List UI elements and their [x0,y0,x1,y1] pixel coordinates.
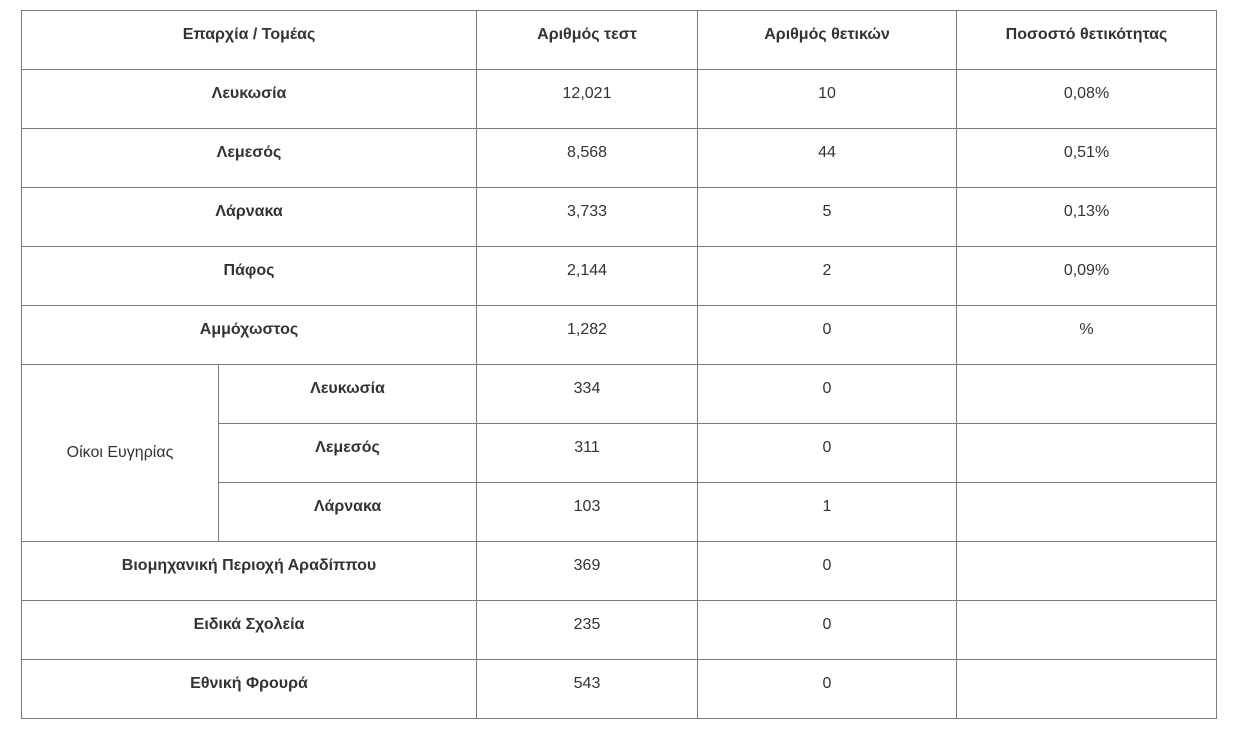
row-positives: 5 [698,188,957,247]
row-tests: 2,144 [477,247,698,306]
row-rate [957,542,1217,601]
row-rate: 0,13% [957,188,1217,247]
row-rate: 0,51% [957,129,1217,188]
row-region: Αμμόχωστος [22,306,477,365]
subrow-positives: 1 [698,483,957,542]
header-positives: Αριθμός θετικών [698,11,957,70]
row-tests: 369 [477,542,698,601]
row-region: Βιομηχανική Περιοχή Αραδίππου [22,542,477,601]
row-tests: 8,568 [477,129,698,188]
row-positives: 2 [698,247,957,306]
table-row [22,542,1217,601]
row-region: Λεμεσός [22,129,477,188]
header-rate: Ποσοστό θετικότητας [957,11,1217,70]
row-positives: 0 [698,660,957,719]
row-tests: 543 [477,660,698,719]
row-rate [957,660,1217,719]
row-positives: 0 [698,542,957,601]
subrow-tests: 334 [477,365,698,424]
subrow-region: Λευκωσία [219,365,477,424]
table-row [22,129,1217,188]
row-positives: 10 [698,70,957,129]
row-tests: 235 [477,601,698,660]
row-positives: 0 [698,306,957,365]
subrow-rate [957,424,1217,483]
table-row [22,247,1217,306]
table-row [22,70,1217,129]
row-region: Λάρνακα [22,188,477,247]
table-row [22,306,1217,365]
table-row [22,660,1217,719]
subrow-rate [957,365,1217,424]
row-region: Ειδικά Σχολεία [22,601,477,660]
row-region: Λευκωσία [22,70,477,129]
row-positives: 0 [698,601,957,660]
subrow-tests: 311 [477,424,698,483]
subrow-positives: 0 [698,424,957,483]
table-row [22,188,1217,247]
subrow-region: Λάρνακα [219,483,477,542]
row-rate [957,601,1217,660]
subrow-tests: 103 [477,483,698,542]
nursing-homes-label: Οίκοι Ευγηρίας [22,365,219,542]
row-rate: 0,08% [957,70,1217,129]
row-region: Πάφος [22,247,477,306]
row-rate: 0,09% [957,247,1217,306]
results-table-container [21,10,1217,719]
table-row [22,365,1217,424]
results-table [21,10,1217,719]
row-tests: 12,021 [477,70,698,129]
row-positives: 44 [698,129,957,188]
subrow-region: Λεμεσός [219,424,477,483]
row-rate: % [957,306,1217,365]
subrow-rate [957,483,1217,542]
table-row [22,601,1217,660]
header-tests: Αριθμός τεστ [477,11,698,70]
header-region: Επαρχία / Τομέας [22,11,477,70]
header-row [22,11,1217,70]
row-tests: 1,282 [477,306,698,365]
row-tests: 3,733 [477,188,698,247]
row-region: Εθνική Φρουρά [22,660,477,719]
subrow-positives: 0 [698,365,957,424]
